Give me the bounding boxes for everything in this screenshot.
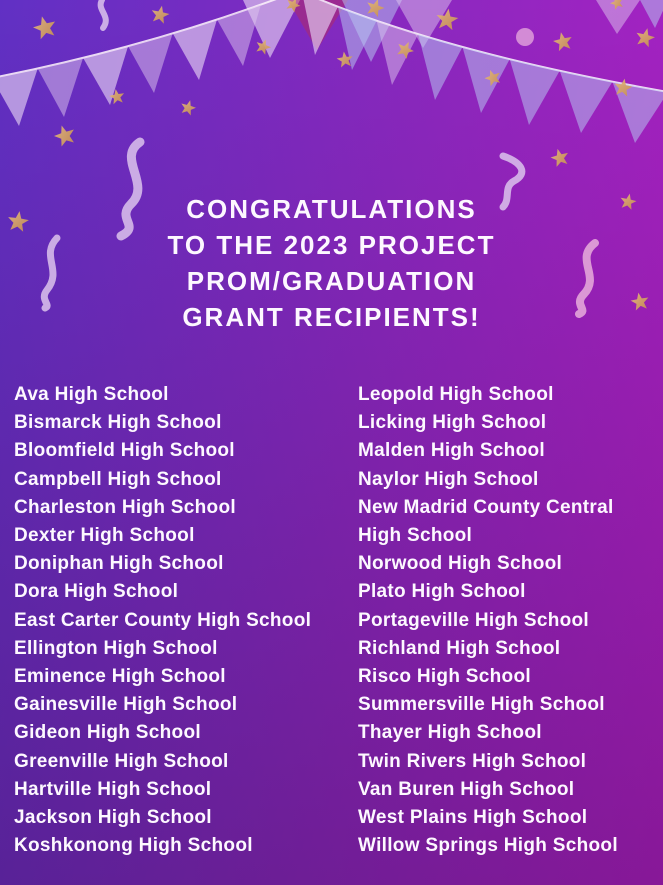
list-item-school: Eminence High School xyxy=(14,666,226,688)
list-item-school: Dora High School xyxy=(14,581,179,603)
title-line-3: PROM/GRADUATION xyxy=(186,266,477,297)
title-line-1: CONGRATULATIONS xyxy=(186,194,477,225)
list-item-school: Malden High School xyxy=(358,440,545,462)
list-item-school: Licking High School xyxy=(358,412,547,434)
list-item-school: Gideon High School xyxy=(14,722,201,744)
list-item-school: Twin Rivers High School xyxy=(358,750,587,772)
list-item-school: Plato High School xyxy=(358,581,526,603)
list-item-school: Greenville High School xyxy=(14,750,229,772)
list-item-school: Charleston High School xyxy=(14,496,236,518)
list-item-school: Hartville High School xyxy=(14,778,212,800)
list-item-school: Jackson High School xyxy=(14,807,212,829)
list-item-school: Norwood High School xyxy=(358,553,563,575)
list-item-school: East Carter County High School xyxy=(14,609,312,631)
bunting-right-icon xyxy=(302,0,663,143)
bunting-left-icon xyxy=(0,0,290,126)
balloon-icon xyxy=(516,28,534,46)
list-item-school: Koshkonong High School xyxy=(14,835,253,857)
list-item-school: Portageville High School xyxy=(358,609,590,631)
recipient-list-left xyxy=(14,381,344,860)
list-item-school: Bloomfield High School xyxy=(14,440,235,462)
list-item-school: Bismarck High School xyxy=(14,412,222,434)
page-title xyxy=(0,191,663,335)
list-item-school: Willow Springs High School xyxy=(358,835,618,857)
title-line-2: TO THE 2023 PROJECT xyxy=(167,230,496,261)
list-item-school: New Madrid County Central High School xyxy=(358,496,614,547)
list-item-school: Naylor High School xyxy=(358,468,539,490)
list-item-school: Thayer High School xyxy=(358,722,542,744)
recipient-columns xyxy=(0,381,663,860)
list-item-school: Van Buren High School xyxy=(358,778,575,800)
list-item-school: Risco High School xyxy=(358,666,531,688)
list-item-school: Ava High School xyxy=(14,384,169,405)
confetti-flags xyxy=(243,0,663,62)
list-item-school: West Plains High School xyxy=(358,807,588,829)
list-item-school: Ellington High School xyxy=(14,637,218,659)
list-item-school: Gainesville High School xyxy=(14,694,238,716)
list-item-school: Campbell High School xyxy=(14,468,222,490)
list-item-school: Doniphan High School xyxy=(14,553,224,575)
list-item-school: Summersville High School xyxy=(358,694,605,716)
recipient-list-right xyxy=(358,381,656,860)
list-item-school: Richland High School xyxy=(358,637,561,659)
title-line-4: GRANT RECIPIENTS! xyxy=(182,302,481,333)
list-item-school: Leopold High School xyxy=(358,384,554,405)
list-item-school: Dexter High School xyxy=(14,525,195,547)
